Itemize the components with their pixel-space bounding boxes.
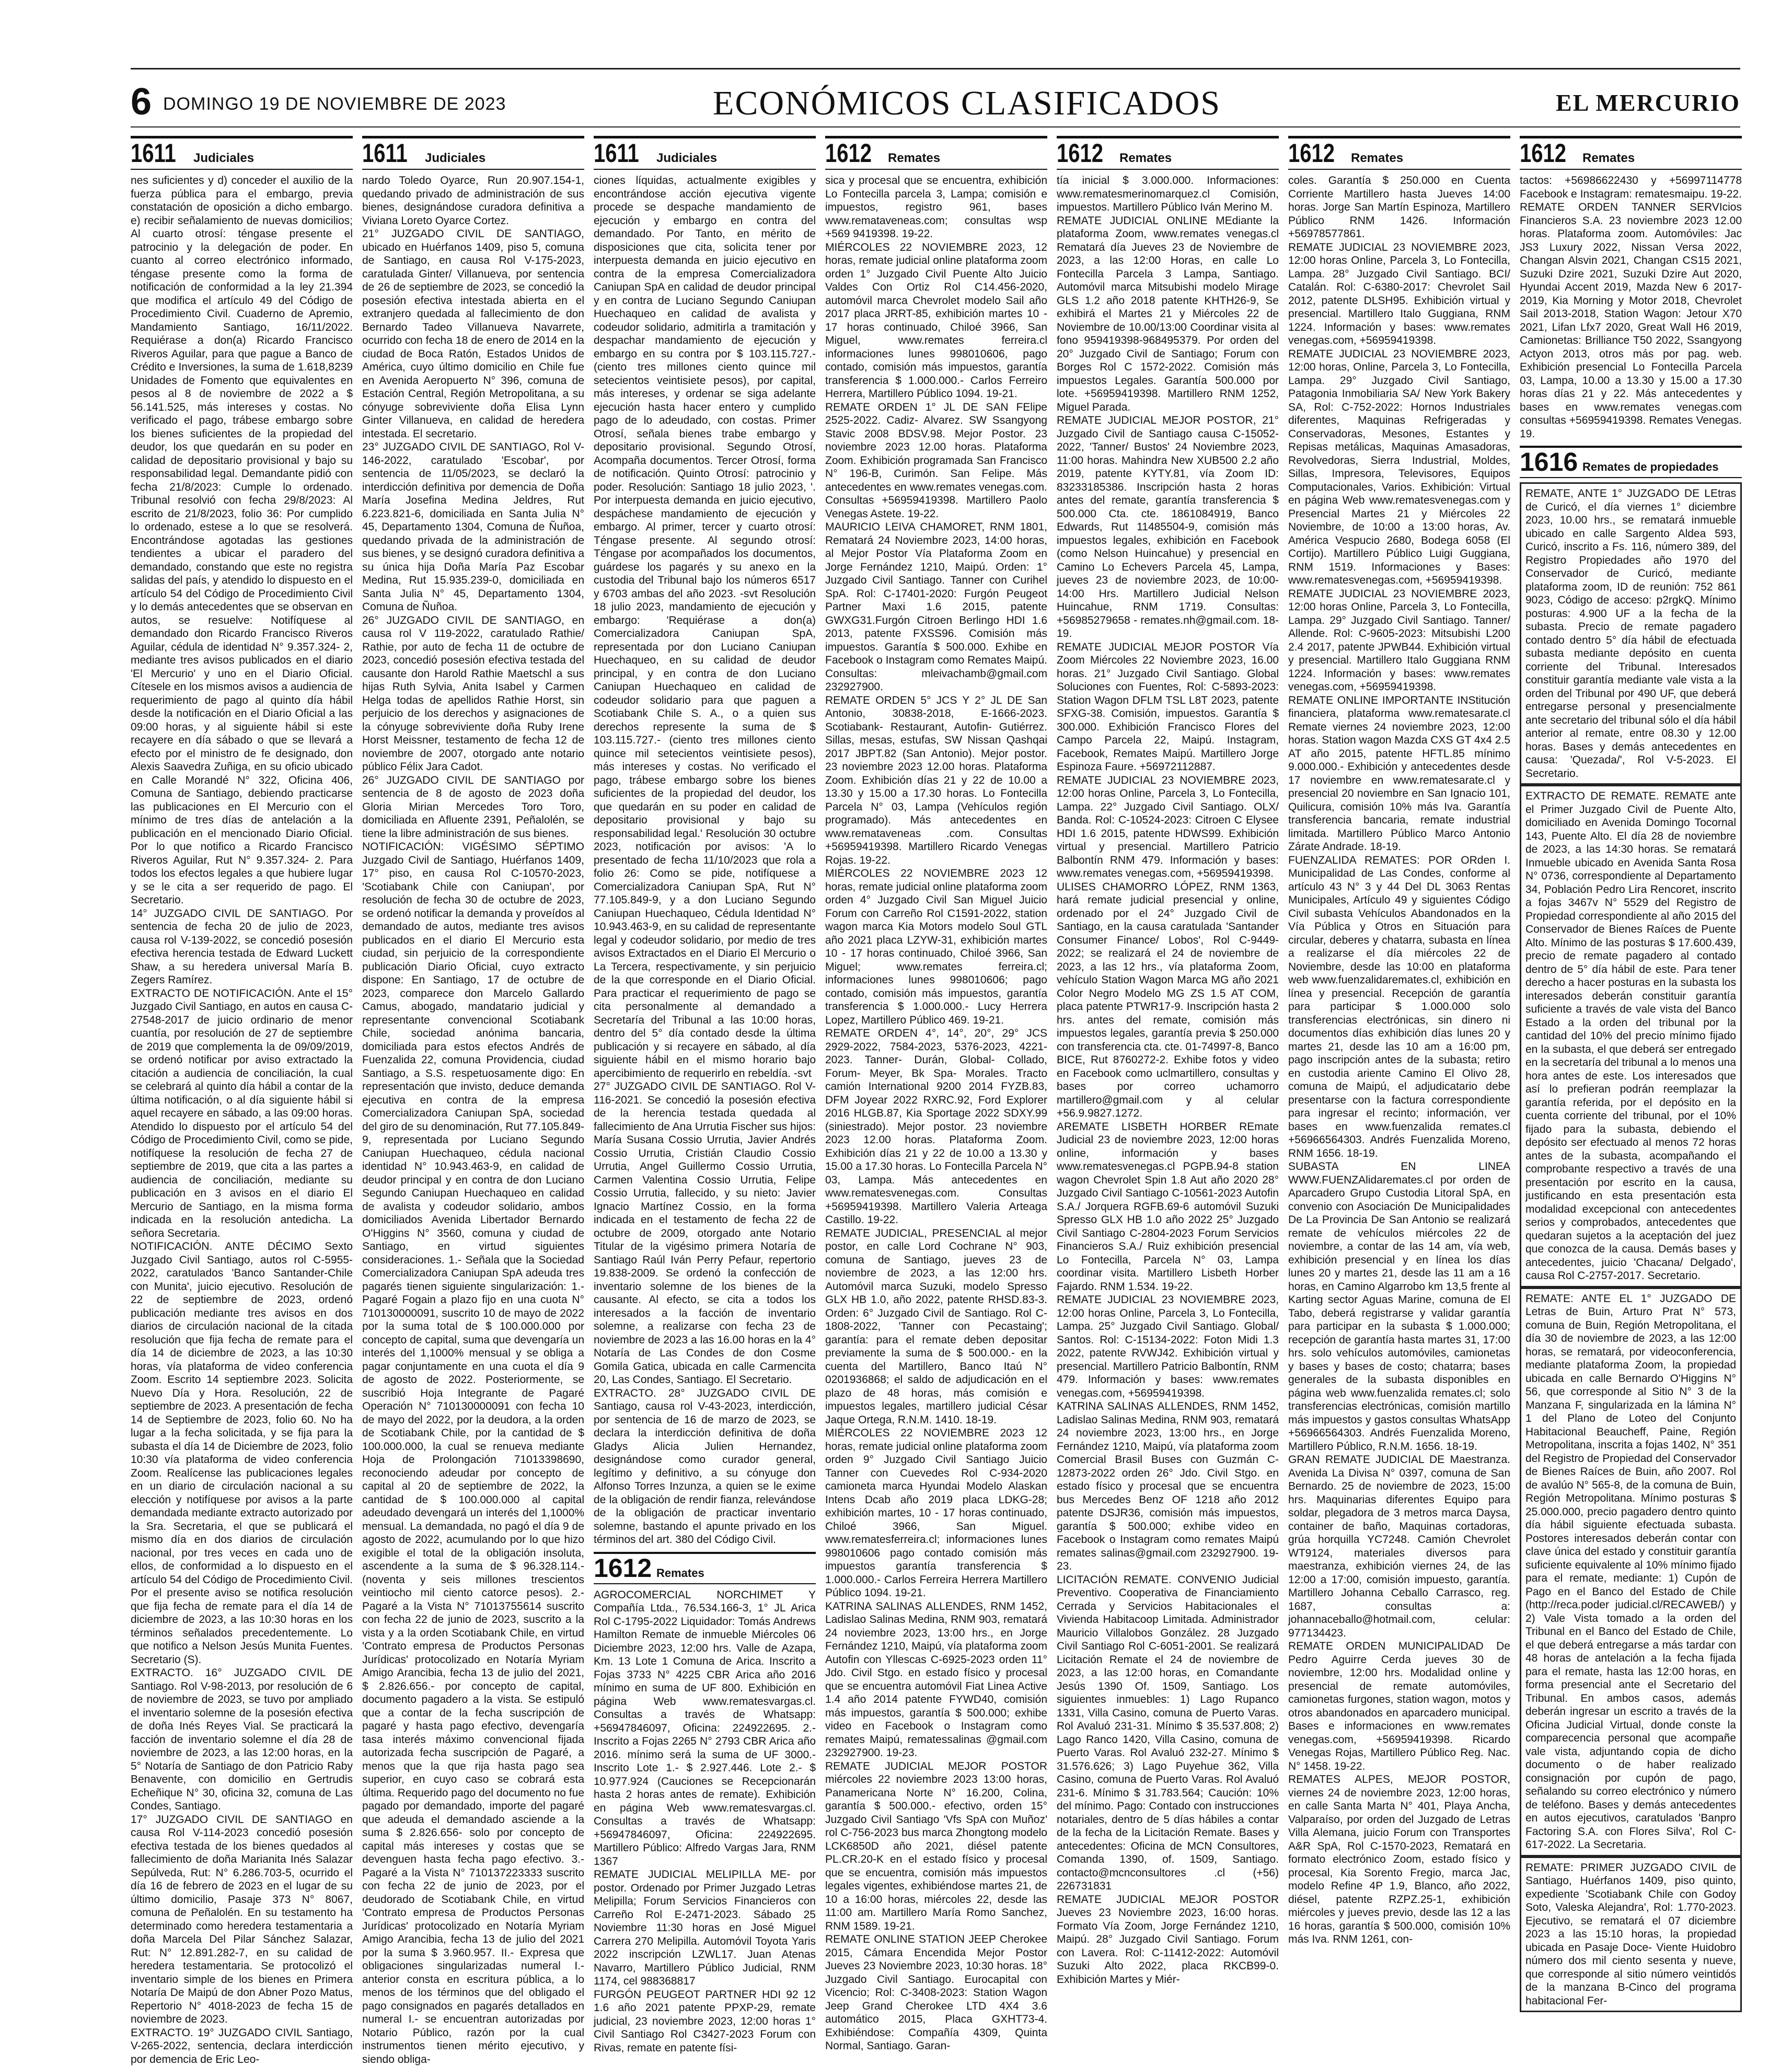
classified-ad: FUENZALIDA REMATES: POR ORden I. Municipalidad de Las Condes, conforme al artículo 43 N° 3 y 44 Del DL 3063 Rentas Municipales, Artículo 49 y siguientes Código Civil subasta Vehículos Abandonados en la Vía Pública y Otros en Situación para circular, deberes y chatarra, subasta en línea a realizarse el día miércoles 22 de Noviembre, desde las 10:00 en plataforma web www.fuenzalidaremates.cl, exhibición en línea y presencial. Recepción de garantía para participar $ 1.000.000 solo transferencias electrónicas, sin dinero ni documentos días exhibición días lunes 20 y martes 21, desde las 10 am a 16:00 pm, pago inscripción antes de la subasta; retiro en custodia ariente Camino El Olivo 28, comuna de Maipú, el adjudicatario debe presentarse con la factura correspondiente para ingresar el recinto; información, ver bases en www.fuenzalida remates.cl +56966564303. Andrés Fuenzalida Moreno, RNM 1656. 18-19. xyxy=(1288,854,1510,1160)
classified-ad: MIÉRCOLES 22 NOVIEMBRE 2023 12 horas, remate judicial online plataforma zoom orden 4° Juzgado Civil San Miguel Juicio Forum con Carreño Rol C1591-2022, station wagon marca Kia Motors modelo Soul GTL año 2021 placa LZYW-31, exhibición martes 10 - 17 horas continuado, Chiloé 3966, San Miguel; www.remates ferreira.cl; informaciones lunes 998010606; pago contado, comisión más impuestos, garantía transferencia $ 1.000.000.- Lucy Herrera Lopez, Martillero Público 469. 19-21. xyxy=(825,867,1047,1027)
inline-section-header xyxy=(594,1552,816,1584)
classified-ad: sica y procesal que se encuentra, exhibición Lo Fontecilla parcela 3, Lampa; comisión e impuestos, registro 961, bases www.remataveneas.com; consultas wsp +569 9419398. 19-22. xyxy=(825,174,1047,241)
section-label: Judiciales xyxy=(656,151,717,166)
classified-ad: EXTRACTO. 16° JUZGADO CIVIL DE Santiago. Rol V-98-2013, por resolución de 6 de noviembre de 2023, se tuvo por ampliado el inventario solemne de la posesión efectiva de doña Inés Reyes Vial. Se practicará la facción de inventario solemne el día 28 de noviembre de 2023, a las 12:00 horas, en la 5° Notaría de Santiago de don Patricio Raby Benavente, con domicilio en Gertrudis Echeñique N° 30, oficina 32, comuna de Las Condes, Santiago. xyxy=(131,1666,353,1813)
classified-ad: REMATE ORDEN 4°, 14°, 20°, 29° JCS 2929-2022, 7584-2023, 5376-2023, 4221-2023. Tanner- Durán, Global- Collado, Forum- Meyer, Bk Spa- Morales. Tracto camión International 9200 2014 FYZB.83, DFM Joyear 2022 RXRC.92, Ford Explorer 2016 HLGB.87, Kia Sportage 2022 SDXY.99 (siniestrado). Mejor postor. 23 noviembre 2023 12.00 horas. Plataforma Zoom. Exhibición días 21 y 22 de 10.00 a 13.30 y 15.00 a 17.30 horas. Lo Fontecilla Parcela N° 03, Lampa. Más antecedentes en www.rematesvenegas.com. Consultas +56959419398. Martillero Valeria Arteaga Castillo. 19-22. xyxy=(825,1027,1047,1227)
classified-ad: 21° JUZGADO CIVIL DE SANTIAGO, ubicado en Huérfanos 1409, piso 5, comuna de Santiago, en causa Rol V-175-2023, caratulada Ginter/ Villanueva, por sentencia de 26 de septiembre de 2023, se concedió la posesión efectiva intestada abierta en el extranjero quedada al fallecimiento de don Bernardo Tadeo Villanueva Navarrete, ocurrido con fecha 18 de enero de 2014 en la ciudad de Boca Ratón, Estados Unidos de América, cuyo último domicilio en Chile fue en Avenida Aeropuerto N° 396, comuna de Estación Central, Región Metropolitana, a su cónyuge sobreviviente doña Elisa Lynn Ginter Villanueva, en calidad de heredera intestada. El secretario. xyxy=(362,227,584,440)
classified-ad: REMATE, ANTE 1° JUZGADO DE LEtras de Curicó, el día viernes 1° diciembre 2023, 10.00 hrs., se rematará inmueble ubicado en calle Sargento Aldea 593, Curicó, inscrito a Fs. 116, número 389, del Registro Propiedades año 1970 del Conservador de Curicó, mediante plataforma zoom, ID de reunión: 752 861 9023, Código de acceso: p2rgkQ. Mínimo posturas: 4.900 UF a la fecha de la subasta. Precio de remate pagadero contado dentro 5° día hábil de efectuada subasta mediante depósito en cuenta corriente del Tribunal. Interesados constituir garantía mediante vale vista a la orden del Tribunal por 490 UF, que deberá entregarse personal y presencialmente ante secretario del tribunal sólo el día hábil anterior al remate, entre 08.30 y 12.00 horas. Bases y demás antecedentes en causa: 'Quezada/', Rol V-5-2023. El Secretario. xyxy=(1520,482,1742,785)
classified-ad: REMATE JUDICIAL ONLINE MEdiante la plataforma Zoom, www.remates venegas.cl Rematará día Jueves 23 de Noviembre de 2023, a las 12:00 Horas, en calle Lo Fontecilla Parcela 3 Lampa, Santiago. Automóvil marca Mitsubishi modelo Mirage GLS 1.2 año 2018 patente KHTH26-9, Se exhibirá el Martes 21 y Miércoles 22 de Noviembre de 10.00/13:00 Coordinar visita al fono 959419398-968495379. Por orden del 20° Juzgado Civil de Santiago; Forum con Borges Rol C 1572-2022. Comisión más impuestos Legales. Garantía 500.000 por lote. +56959419398. Martillero RNM 1252, Miguel Parada. xyxy=(1057,214,1279,414)
classified-ad: tactos: +56986622430 y +56997114778 Facebook e Instagram: rematesmaipu. 19-22. xyxy=(1520,174,1742,201)
classified-ad: EXTRACTO. 28° JUZGADO CIVIL DE Santiago, causa rol V-43-2023, interdicción, por sentencia de 16 de marzo de 2023, se declara la interdicción definitiva de doña Gladys Alicia Julien Hernandez, designándose como curador general, legítimo y definitivo, a su cónyuge don Alfonso Torres Inzunza, a quien se le exime de la obligación de rendir fianza, relevándose de la obligación de practicar inventario solemne, bastando el apunte privado en los términos del art. 380 del Código Civil. xyxy=(594,1387,816,1547)
classified-ad: LICITACIÓN REMATE. CONVENIO Judicial Preventivo. Cooperativa de Financiamiento Cerrada y Servicios Habitacionales el Vivienda Habitacoop Limitada. Administrador Mauricio Villalobos González. 28 Juzgado Civil Santiago Rol C-6051-2001. Se realizará Licitación Remate el 24 de noviembre de 2023, a las 12:00 horas, en Comandante Jesús 1390 Of. 1509, Santiago. Los siguientes inmuebles: 1) Lago Rupanco 1331, Villa Casino, comuna de Puerto Varas. Rol Avaluó 231-31. Mínimo $ 35.537.808; 2) Lago Ranco 1420, Villa Casino, comuna de Puerto Varas. Rol Avaluó 232-27. Mínimo $ 31.576.626; 3) Lago Puyehue 362, Villa Casino, comuna de Puerto Varas. Rol Avaluó 231-6. Mínimo $ 31.783.564; Caución: 10% del mínimo. Pago: Contado con instrucciones notariales, dentro de 5 días hábiles a contar de la fecha de la Licitación Remate. Bases y antecedentes: Oficina de MCN Consultores, Comanda 1390, of. 1509, Santiago. contacto@mcnconsultores .cl (+56) 226731831 xyxy=(1057,1573,1279,1893)
column-7 xyxy=(1520,136,1742,1897)
section-label: Remates xyxy=(888,151,940,166)
column-header xyxy=(131,136,353,170)
section-code: 1616 xyxy=(1520,448,1577,476)
classified-ad: GRAN REMATE JUDICIAL DE Maestranza. Avenida La Divisa N° 0397, comuna de San Bernardo. 25 de noviembre de 2023, 15:00 hrs. Maquinarias diferentes Equipo para soldar, plegadora de 3 metros marca Daysa, container de baño, Maquinas cortadoras, grúa horquilla YC7248. Camión Chevrolet WT9124, materiales diversos para maestranza, exhibición viernes 24, de las 12:00 a 17:00, comisión impuesto, garantía. Martillero Johanna Ceballo Carrasco, reg. 1687, consultas a: johannaceballo@hotmail.com, celular: 977134423. xyxy=(1288,1453,1510,1640)
section-code: 1612 xyxy=(1288,138,1334,168)
column-4 xyxy=(825,136,1047,1897)
classified-ad: REMATE JUDICIAL MEJOR POSTOR, 21° Juzgado Civil de Santiago causa C-15052-2022, 'Tanner/ Bustos' 24 Noviembre 2023, 11:00 horas. Mahindra New XUB500 2.2 año 2019, patente KYTY.81, vía Zoom ID: 83233185386. Inscripción hasta 2 horas antes del remate, garantía transferencia $ 500.000 Cta. cte. 1861084919, Banco Edwards, Rut 11485504-9, comisión más impuestos legales, exhibición en Facebook (como Nelson Huincahue) y presencial en Camino Lo Echevers Parcela 45, Lampa, jueves 23 de noviembre 2023, de 10:00- 14:00 Hrs. Martillero Judicial Nelson Huincahue, RNM 1719. Consultas: +56985279658 - remates.nh@gmail.com. 18-19. xyxy=(1057,414,1279,641)
section-code: 1611 xyxy=(594,138,640,168)
classified-ad: REMATE JUDICIAL 23 NOVIEMBRE 2023, 12:00 horas, Online, Parcela 3, Lo Fontecilla, Lampa. 29° Juzgado Civil Santiago, Patagonia Inmobiliaria SA/ New York Bakery SA, Rol: C-752-2022: Hornos Industriales diferentes, Maquinas Refrigeradas y Conservadoras, Mesones, Estantes y Repisas metálicas, Maquinas Amasadoras, Revolvedoras, Sierra Industrial, Moldes, Sillas, Impresora, Televisores, Equipos Computacionales, Varios. Exhibición: Virtual en página Web www.rematesvenegas.com y Presencial Martes 21 y Miércoles 22 Noviembre, de 10:00 a 13:00 horas, Av. América Vespucio 2680, Bodega 6058 (El Cortijo). Martillero Público Luigi Guggiana, RNM 1519. Informaciones y Bases: www.rematesvenegas.com, +56959419398. xyxy=(1288,347,1510,587)
section-code: 1612 xyxy=(1520,138,1566,168)
classified-ad: REMATE ORDEN MUNICIPALIDAD De Pedro Aguirre Cerda jueves 30 de noviembre, 12:00 hrs. Modalidad online y presencial de remate automóviles, camionetas furgones, station wagon, motos y otros abandonados en aparcadero municipal. Bases e informaciones en www.remates venegas.com, +56959419398. Ricardo Venegas Rojas, Martillero Público Reg. Nac. N° 1458. 19-22. xyxy=(1288,1640,1510,1773)
classified-ad: REMATE JUDICIAL 23 NOVIEMBRE 2023, 12:00 horas Online, Parcela 3, Lo Fontecilla, Lampa. 25° Juzgado Civil Santiago. Global/ Santos. Rol: C-15134-2022: Foton Midi 1.3 2022, patente RVWJ42. Exhibición virtual y presencial. Martillero Patricio Balbontín, RNM 479. Información y bases: www.remates venegas.com, +56959419398. xyxy=(1057,1293,1279,1400)
newspaper-masthead: EL MERCURIO xyxy=(1556,89,1740,117)
classified-ad: 26° JUZGADO CIVIL DE SANTIAGO por sentencia de 8 de agosto de 2023 doña Gloria Mirian Mercedes Toro Toro, domiciliada en Afluente 2391, Peñalolén, se tiene la libre administración de sus bienes. xyxy=(362,774,584,841)
classified-ad: SUBASTA EN LINEA WWW.FUENZAlidaremates.cl por orden de Aparcadero Grupo Custodia Litoral SpA, en convenio con Asociación De Municipalidades De La Provincia De San Antonio se realizará remate de vehículos miércoles 22 de noviembre, a contar de las 14 am, vía web, exhibición presencial y en línea los días lunes 20 y martes 21, desde las 11 am a 16 horas, en Camino Algarrobo km 13,5 frente al Karting sector Aguas Marine, comuna de El Tabo, deberá registrarse y validar garantía para participar en la subasta $ 1.000.000; recepción de garantía hasta martes 31, 17:00 hrs. solo vehículos automóviles, camionetas y bases y bases de costo; chatarra; bases generales de la subasta disponibles en página web www.fuenzalida remates.cl; solo transferencias electrónicas, comisión martillo más impuestos y gastos consultas WhatsApp +56966564303. Andrés Fuenzalida Moreno, Martillero Público, R.N.M. 1656. 18-19. xyxy=(1288,1160,1510,1453)
classified-ad: REMATE ONLINE STATION JEEP Cherokee 2015, Cámara Encendida Mejor Postor Jueves 23 Noviembre 2023, 10:30 horas. 18° Juzgado Civil Santiago. Eurocapital con Vicencio; Rol: C-3408-2023: Station Wagon Jeep Grand Cherokee LTD 4X4 3.6 automático 2015, Placa GXHT73-4. Exhibiéndose: Compañía 4309, Quinta Normal, Santiago. Garan- xyxy=(825,1933,1047,2053)
dateline: DOMINGO 19 DE NOVIEMBRE DE 2023 xyxy=(163,94,506,114)
classified-ad: ULISES CHAMORRO LÓPEZ, RNM 1363, hará remate judicial presencial y online, ordenado por el 24° Juzgado Civil de Santiago, en la causa caratulada 'Santander Consumer Finance/ Lobos', Rol C-9449-2022; se realizará el 24 de noviembre de 2023, a las 12 hrs., vía plataforma Zoom, vehículo Station Wagon Marca MG año 2021 Color Negro Modelo MG ZS 1.5 AT COM, placa patente PTWR17-9. Inscripción hasta 2 hrs. antes del remate, comisión más impuestos legales, garantía previa $ 250.000 con transferencia cta. cte. 01-74997-8, Banco BICE, Rut 8760272-2. Exhibe fotos y video en Facebook como uclmartillero, consultas y bases por correo uchamorro martillero@gmail.com y al celular +56.9.9827.1272. xyxy=(1057,880,1279,1120)
classified-ad: NOTIFICACIÓN: VIGÉSIMO SÉPTIMO Juzgado Civil de Santiago, Huérfanos 1409, 17° piso, en causa Rol C-10570-2023, 'Scotiabank Chile con Caniupan', por resolución de fecha 30 de octubre de 2023, se ordenó notificar la demanda y proveídos al demandado de autos, mediante tres avisos publicados en el diario El Mercurio esta ciudad, sin perjuicio de la correspondiente publicación Diario Oficial, cuyo extracto dispone: En Santiago, 17 de octubre de 2023, comparece don Marcelo Gallardo Camus, abogado, mandatario judicial y representante convencional Scotiabank Chile, sociedad anónima bancaria, domiciliada para estos efectos Andrés de Fuenzalida 22, comuna Providencia, ciudad Santiago, a S.S. respetuosamente digo: En representación que invisto, deduce demanda ejecutiva en contra de la empresa Comercializadora Caniupan SpA, sociedad del giro de su denominación, Rut 77.105.849-9, representada por Luciano Segundo Caniupan Huechaqueo, cédula nacional identidad N° 10.943.463-9, en calidad de deudor principal y en contra de don Luciano Segundo Caniupan Huechaqueo en calidad de avalista y codeudor solidario, ambos domiciliados Avenida Libertador Bernardo O'Higgins N° 3560, comuna y ciudad de Santiago, en virtud siguientes consideraciones. 1.- Señala que la Sociedad Comercializadora Caniupan SpA adeuda tres pagarés tienen siguiente singularización: 1.- Pagaré Fogain a plazo fijo en una cuota N° 710130000091, suscrito 10 de mayo de 2022 por la suma total de $ 100.000.000 por concepto de capital, suma que devengaría un interés del 1,1000% mensual y se obliga a pagar conjuntamente en una cuota el día 9 de agosto de 2022. Posteriormente, se suscribió Hoja Integrante de Pagaré Operación N° 710130000091 con fecha 10 de mayo del 2022, por la deudora, a la orden de Scotiabank Chile, por la cantidad de $ 100.000.000, la cual se renueva mediante Hoja de Prolongación 71013398690, reconociendo adeudar por concepto de capital al 20 de septiembre de 2022, la cantidad de $ 100.000.000 al capital adeudado devengará un interés del 1,1000% mensual. La demandada, no pagó el día 9 de agosto de 2022, acumulando por lo que hizo exigible el total de la obligación insoluta, ascendente a la suma de $ 96.328.114.- (noventa y seis millones trescientos veintiocho mil ciento catorce pesos). 2.- Pagaré a la Vista N° 71013755614 suscrito con fecha 22 de junio de 2023, suscrito a la vista y a la orden Scotiabank Chile, en virtud 'Contrato empresa de Productos Personas Jurídicas' protocolizado en Notaría Myriam Amigo Arancibia, fecha 13 de julio del 2021, $ 2.826.656.- por concepto de capital, documento pagadero a la vista. Se estipuló que a contar de la fecha suscripción de pagaré y hasta pago efectivo, devengaría tasa interés máximo convencional fijada autorizada fecha suscripción de Pagaré, a menos que la que rija hasta pago sea superior, en cuyo caso se cobrará esta última. Requerido pago del documento no fue pagado por demandado, importe del pagaré que adeuda el demandado asciende a la suma $ 2.826.656- solo por concepto de capital más intereses y costas que se devenguen hasta fecha pago efectivo. 3.- Pagaré a la Vista N° 710137223333 suscrito con fecha 22 de junio de 2023, por el deudorado de Scotiabank Chile, en virtud 'Contrato empresa de Productos Personas Jurídicas' protocolizado en Notaría Myriam Amigo Arancibia, fecha 13 de julio del 2021 por la suma $ 3.960.957. II.- Expresa que obligaciones singularizadas numeral I.- anterior consta en escritura pública, a lo menos de los términos que del obligado el pago consignados en pagarés detallados en numeral I.- se encuentran autorizadas por Notario Público, razón por la cual instrumentos tienen mérito ejecutivo, y siendo obliga- xyxy=(362,840,584,2066)
section-label: Remates xyxy=(1351,151,1403,166)
classified-ad: MAURICIO LEIVA CHAMORET, RNM 1801, Rematará 24 Noviembre 2023, 14:00 horas, al Mejor Postor Vía Plataforma Zoom en Jorge Fernández 1210, Maipú. Orden: 1° Juzgado Civil Santiago. Tanner con Curihel SpA. Rol: C-17401-2020: Furgón Peugeot Partner Maxi 1.6 2015, patente GWXG31.Furgón Citroen Berlingo HDI 1.6 2013, patente FXSS96. Comisión más impuestos. Garantía $ 500.000. Exhibe en Facebook o Instagram como Remates Maipú. Consultas: mleivachamb@gmail.com 232927900. xyxy=(825,520,1047,694)
classified-ad: tía inicial $ 3.000.000. Informaciones: www.rematesmerinomarquez.cl Comisión, impuestos. Martillero Público Iván Merino M. xyxy=(1057,174,1279,214)
column-text xyxy=(131,174,353,2066)
header-rule xyxy=(131,126,1740,127)
column-3 xyxy=(594,136,816,1897)
section-code: 1611 xyxy=(131,138,177,168)
column-1 xyxy=(131,136,353,1897)
section-code: 1612 xyxy=(825,138,871,168)
classified-ad: REMATE ONLINE IMPORTANTE INStitución financiera, plataforma www.rematesarate.cl Remate viernes 24 noviembre 2023, 12:00 horas. Station wagon Mazda CXS GT 4x4 2.5 AT año 2015, patente HFTL.85 mínimo 9.000.000.- Exhibición y antecedentes desde 17 noviembre en www.rematesarate.cl y presencial 20 noviembre en San Ignacio 101, Quilicura, comisión 10% más Iva. Garantía transferencia bancaria, remate industrial limitada. Martillero Público Marco Antonio Zárate Andrade. 18-19. xyxy=(1288,694,1510,854)
classified-ad: AREMATE LISBETH HORBER REmate Judicial 23 de noviembre 2023, 12:00 horas online, información y bases www.rematesvenegas.cl PGPB.94-8 station wagon Chevrolet Spin 1.8 Aut año 2020 28° Juzgado Civil Santiago C-10561-2023 Autofin S.A./ Jorquera RGFB.69-6 automóvil Suzuki Spresso GLX HB 1.0 año 2022 25° Juzgado Civil Santiago C-2804-2023 Forum Servicios Financieros S.A./ Ruiz exhibición presencial Lo Fontecilla, Parcela N° 03, Lampa coordinar visita. Martillero Lisbeth Horber Fajardo. RNM 1.534. 19-22. xyxy=(1057,1120,1279,1294)
classified-ad: MIÉRCOLES 22 NOVIEMBRE 2023, 12 horas, remate judicial online plataforma zoom orden 1° Juzgado Civil Puente Alto Juicio Valdes Con Ortiz Rol C14.456-2020, automóvil marca Chevrolet modelo Sail año 2017 placa JRRT-85, exhibición martes 10 - 17 horas continuado, Chiloé 3966, San Miguel, www.remates ferreira.cl informaciones lunes 998010606, pago contado, comisión más impuestos, garantía transferencia $ 1.000.000.- Carlos Ferreiro Herrera, Martillero Público 1094. 19-21. xyxy=(825,241,1047,401)
classified-ad: coles. Garantía $ 250.000 en Cuenta Corriente Martillero hasta Jueves 14:00 horas. Jorge San Martín Espinoza, Martillero Público RNM 1426. Información +56978577861. xyxy=(1288,174,1510,241)
classified-ad: 27° JUZGADO CIVIL DE SANTIAGO. Rol V-116-2021. Se concedió la posesión efectiva de la herencia testada quedada al fallecimiento de Ana Urrutia Fischer sus hijos: María Susana Cossio Urrutia, Javier Andrés Cossio Urrutia, Cristián Claudio Cossio Urrutia, Angel Guillermo Cossio Urrutia, Carmen Valentina Cossio Urrutia, Felipe Cossio Urrutia, fallecido, y su nieto: Javier Ignacio Martínez Cossio, en la forma indicada en el testamento de fecha 22 de octubre de 2009, otorgado ante Notario Titular de la vigésimo primera Notaría de Santiago Raúl Iván Perry Pefaur, repertorio 19.838-2009. Se ordenó la confección de inventario solemne de los bienes de la causante. Al efecto, se cita a todos los interesados a la facción de inventario solemne, a realizarse con fecha 23 de noviembre de 2023 a las 16.00 horas en la 4° Notaría de Las Condes de don Cosme Gomila Gatica, ubicada en calle Carmencita 20, Las Condes, Santiago. El Secretario. xyxy=(594,1080,816,1387)
classified-ad: REMATE ORDEN 1° JL DE SAN FElipe 2525-2022. Cadiz- Alvarez. SW Ssangyong Stavic 2008 BDSV.98. Mejor Postor. 23 noviembre 2023 12.00 horas. Plataforma Zoom. Exhibición programada San Francisco N° 196-B, Curimón. San Felipe. Más antecedentes en www.remates venegas.com. Consultas +56959419398. Martillero Paolo Venegas Astete. 19-22. xyxy=(825,401,1047,521)
classified-ad: nardo Toledo Oyarce, Run 20.907.154-1, quedando privado de administración de sus bienes, designándose curadora definitiva a Viviana Loreto Oyarce Cortez. xyxy=(362,174,584,227)
classified-ad: REMATE JUDICIAL 23 NOVIEMBRE 2023, 12:00 horas Online, Parcela 3, Lo Fontecilla, Lampa. 29° Juzgado Civil Santiago. Tanner/ Allende. Rol: C-9605-2023: Mitsubishi L200 2.4 2017, patente JPWB44. Exhibición virtual y presencial. Martillero Italo Guggiana RNM 1224. Información y bases: www.remates venegas.com, +56959419398. xyxy=(1288,587,1510,694)
page-header xyxy=(131,78,1740,131)
column-header xyxy=(825,136,1047,170)
column-header xyxy=(594,136,816,170)
section-title: ECONÓMICOS CLASIFICADOS xyxy=(706,84,1228,123)
classified-ad: REMATE ORDEN 5° JCS Y 2° JL DE San Antonio, 30838-2018, E-1666-2023. Scotiabank- Restaurant, Autofin- Gutiérrez. Sillas, mesas, estufas, SW Nissan Qashqai 2017 JBPT.82 (San Antonio). Mejor postor. 23 noviembre 2023 12.00 horas. Plataforma Zoom. Exhibición días 21 y 22 de 10.00 a 13.30 y 15.00 a 17.30 horas. Lo Fontecilla Parcela N° 03, Lampa (Vehículos región programado). Más antecedentes en www.remataveneas .com. Consultas +56959419398. Martillero Ricardo Venegas Rojas. 19-22. xyxy=(825,694,1047,867)
classified-ad: NOTIFICACIÓN. ANTE DÉCIMO Sexto Juzgado Civil Santiago, autos rol C-5955-2022, caratulados 'Banco Santander-Chile con Munita', juicio ejecutivo. Resolución de 22 de septiembre de 2023, ordenó publicación mediante tres avisos en dos diarios de circulación nacional de la citada resolución que fija fecha de remate para el día 14 de diciembre de 2023, a las 10:30 horas, vía plataforma de video conferencia Zoom. Escrito 14 septiembre 2023. Solicita Nuevo Día y Hora. Resolución, 22 de septiembre de 2023. A presentación de fecha 14 de Septiembre de 2023, folio 60. No ha lugar a la fecha solicitada, y se fija para la subasta el día 14 de Diciembre de 2023, folio 10:30 vía plataforma de video conferencia Zoom. Realícense las publicaciones legales en un diario de circulación nacional a su elección y notifíquese por avisos a la parte demandada mediante extracto autorizado por la Sra. Secretaria, el que se publicará el mismo día en dos diarios de circulación nacional, por tres veces en cada uno de ellos, de conformidad a lo dispuesto en el artículo 54 del Código de Procedimiento Civil. Por el presente aviso se notifica resolución que fija fecha de remate para el día 14 de diciembre de 2023, a las 10:30 horas en los términos señalados precedentemente. Lo que notifico a Nelson Jesús Munita Fuentes. Secretario (S). xyxy=(131,1240,353,1666)
column-header xyxy=(1288,136,1510,170)
section-label: Remates xyxy=(656,1567,704,1580)
classified-ad: REMATE JUDICIAL, PRESENCIAL al mejor postor, en calle Lord Cochrane N° 903, comuna de Santiago, jueves 23 de noviembre de 2023, a las 12:00 hrs. Automóvil marca Suzuki, modelo Spresso GLX HB 1.0, año 2022, patente RHSD.83-3. Orden: 6° Juzgado Civil de Santiago. Rol C-1808-2022, 'Tanner con Pecastaing'; garantía: para el remate deben depositar previamente la suma de $ 500.000.- en la cuenta del Martillero, Banco Itaú N° 0201936868; el saldo de adjudicación en el plazo de 48 horas, más comisión e impuestos legales, martillero judicial César Jaque Ortega, R.N.M. 1410. 18-19. xyxy=(825,1227,1047,1427)
classified-columns xyxy=(131,136,1740,1897)
classified-ad: REMATE JUDICIAL MEJOR POSTOR miércoles 22 noviembre 2023 13:00 horas, Panamericana Norte N° 16.200, Colina, garantía $ 500.000.- efectivo, orden 15° Juzgado Civil Santiago 'Vfs SpA con Muñoz' rol C-756-2023 bus marca Zhongtong modelo LCK6850D año 2021, diésel patente PL.CR.20-K en el estado físico y procesal que se encuentra, comisión más impuestos legales vigentes, exhibiéndose martes 21, de 10 a 16:00 horas, miércoles 22, desde las 11:00 am. Martillero María Romo Sanchez, RNM 1589. 19-21. xyxy=(825,1760,1047,1933)
section-label: Judiciales xyxy=(193,151,254,166)
classified-ad: REMATE JUDICIAL MEJOR POSTOR Jueves 23 Noviembre 2023, 16:00 horas. Formato Vía Zoom, Jorge Fernández 1210, Maipú. 28° Juzgado Civil Santiago. Forum con Lavera. Rol: C-11412-2022: Automóvil Suzuki Alto 2022, placa RKCB99-0. Exhibición Martes y Miér- xyxy=(1057,1893,1279,1987)
classified-ad: REMATE JUDICIAL 23 NOVIEMBRE 2023, 12:00 horas Online, Parcela 3, Lo Fontecilla, Lampa. 22° Juzgado Civil Santiago. OLX/ Banda. Rol: C-10524-2023: Citroen C Elysee HDI 1.6 2015, patente HDWS99. Exhibición virtual y presencial. Martillero Patricio Balbontín RNM 479. Información y bases: www.remates venegas.com, +56959419398. xyxy=(1057,774,1279,880)
section-label: Judiciales xyxy=(425,151,485,166)
section-code: 1612 xyxy=(1057,138,1103,168)
classified-ad: 14° JUZGADO CIVIL DE SANTIAGO. Por sentencia de fecha 20 de julio de 2023, causa rol V-139-2022, se concedió posesión efectiva herencia testada de Edward Luckett Shaw, a su heredera universal María B. Zegers Ramírez. xyxy=(131,907,353,987)
classified-ad: nes suficientes y d) conceder el auxilio de la fuerza pública para el embargo, previa constatación de oposición a dicho embargo. e) recibir señalamiento de nuevas domicilios; Al cuarto otrosí: téngase presente el patrocinio y la delegación de poder. En cuanto al correo electrónico informado, téngase presente como la forma de notificación de conformidad a la ley 21.394 que modifica el artículo 49 del Código de Procedimiento Civil. Cuaderno de Apremio, Mandamiento Santiago, 16/11/2022. Requiérase a don(a) Ricardo Francisco Riveros Aguilar, para que pague a Banco de Crédito e Inversiones, la suma de 1.618,8239 Unidades de Fomento que equivalentes en pesos al 8 de noviembre de 2022 a $ 56.141.525, más intereses y costas. No verificado el pago, trábese embargo sobre los bienes suficientes de la propiedad del deudor, los que quedarán en su poder en calidad de depositario provisional y bajo su responsabilidad legal. Demandante pidió con fecha 21/8/2023: Cumple lo ordenado. Tribunal resolvió con fecha 29/8/2023: Al escrito de 21/8/2023, folio 36: Por cumplido lo ordenado, estese a lo que se resolverá. Encontrándose agotadas las gestiones tendientes a ubicar el paradero del demandado, constando que este no registra salidas del país, y atendido lo dispuesto en el artículo 54 del Código de Procedimiento Civil y lo demás antecedentes que se observan en autos, se resuelve: Notifíquese al demandado don Ricardo Francisco Riveros Aguilar, cédula de identidad N° 9.357.324- 2, mediante tres avisos publicados en el diario 'El Mercurio' y uno en el Diario Oficial. Cítesele en los mismos avisos a audiencia de requerimiento de pago al quinto día hábil desde la notificación en el Diario Oficial a las 09:00 horas, y al siguiente hábil si este recayere en día sábado o que se llevará a efecto por el ministro de fe designado, don Alexis Saavedra Zuñiga, en su oficio ubicado en Calle Morandé N° 322, Oficina 406, Comuna de Santiago, debiendo practicarse las publicaciones en El Mercurio con el mínimo de tres días de antelación a la publicación en el mencionado Diario Oficial. Por lo que notifico a Ricardo Francisco Riveros Aguilar, Rut N° 9.357.324- 2. Para todos los efectos legales a que hubiere lugar y se le cita a ser requerido de pago. El Secretario. xyxy=(131,174,353,907)
classified-ad: EXTRACTO. 19° JUZGADO CIVIL Santiago, V-265-2022, sentencia, declara interdicción por demencia de Eric Leo- xyxy=(131,2026,353,2066)
top-rule xyxy=(131,68,1740,69)
section-code: 1612 xyxy=(594,1554,651,1582)
classified-ad: KATRINA SALINAS ALLENDES, RNM 1452, Ladislao Salinas Medina, RNM 903, rematará 24 noviembre 2023, 13:00 hrs., en Jorge Fernández 1210, Maipú, vía plataforma zoom Autofin con Yllescas C-6925-2023 orden 11° Jdo. Civil Stgo. en estado físico y procesal que se encuentra automóvil Fiat Linea Active 1.4 año 2014 patente FYWD40, comisión más impuestos, garantía $ 500.000; exhibe video en Facebook o Instagram como remates Maipú, rematessalinas @gmail.com 232927900. 19-23. xyxy=(825,1600,1047,1760)
column-6 xyxy=(1288,136,1510,1897)
classified-ad: EXTRACTO DE REMATE. REMATE ante el Primer Juzgado Civil de Puente Alto, domiciliado en Avenida Domingo Tocornal 143, Puente Alto. El día 28 de noviembre de 2023, a las 14:30 horas. Se rematará Inmueble ubicado en Avenida Santa Rosa N° 0736, correspondiente al Departamento 34, Población Pedro Lira Rencoret, inscrito a fojas 3467v N° 5529 del Registro de Propiedad correspondiente al año 2015 del Conservador de Bienes Raíces de Puente Alto. Mínimo de las posturas $ 17.600.439, precio de remate pagadero al contado dentro de 5° día hábil de este. Para tener derecho a hacer posturas en la subasta los interesados deberán constituir garantía suficiente a través de vale vista del Banco Estado a la orden del tribunal por la cantidad del 10% del precio mínimo fijado en la subasta, el que deberá ser entregado en la secretaría del tribunal a lo menos una hora antes de este. Los interesados que así lo prefieran podrán reemplazar la garantía referida, por el depósito en la cuenta corriente del tribunal, por el 10% fijado para la subasta, debiendo el depósito ser efectuado al menos 72 horas antes de la subasta, acompañando el comprobante respectivo a través de una presentación por escrito en la causa, justificando en esta presentación esta modalidad excepcional con antecedentes serios y comprobados, antecedentes que quedaran sujetos a la aceptación del juez que conozca de la causa. Demás bases y antecedentes, juicio 'Chacana/ Delgado', causa Rol C-2757-2017. Secretario. xyxy=(1520,785,1742,1287)
newspaper-page xyxy=(131,68,1740,1897)
column-text xyxy=(1288,174,1510,1946)
classified-ad: 26° JUZGADO CIVIL DE SANTIAGO, en causa rol V 119-2022, caratulado Rathie/ Rathie, por auto de fecha 11 de octubre de 2023, concedió posesión efectiva testada del causante don Harold Rathie Maetschl a sus hijas Ruth Sylvia, Anita Isabel y Carmen Helga todas de apellidos Rathie Horst, sin perjuicio de los derechos y asignaciones de la cónyuge sobreviviente doña Ruby Irene Horst Meissner, testamento de fecha 12 de noviembre de 2007, otorgado ante notario público Félix Jara Cadot. xyxy=(362,614,584,774)
column-header xyxy=(1057,136,1279,170)
column-header xyxy=(1520,136,1742,170)
column-text xyxy=(362,174,584,2066)
classified-ad: ciones líquidas, actualmente exigibles y encontrándose acción ejecutiva vigente procede se despache mandamiento de ejecución y embargo en contra del demandado. Por Tanto, en mérito de disposiciones que cita, solicita tener por interpuesta demanda en juicio ejecutivo en contra de la empresa Comercializadora Caniupan SpA en calidad de deudor principal y en contra de Luciano Segundo Caniupan Huechaqueo en calidad de avalista y codeudor solidario, admitirla a tramitación y despachar mandamiento de ejecución y embargo en su contra por $ 103.115.727.- (ciento tres millones ciento quince mil setecientos veintisiete pesos), por capital, más intereses, y ordenar se siga adelante ejecución hasta hacer entero y cumplido pago de lo adeudado, con costas. Primer Otrosí, señala bienes trabe embargo y depositario provisional. Segundo Otrosí, Acompaña documentos. Tercer Otrosí, forma de notificación. Quinto Otrosí: patrocinio y poder. Resolución: Santiago 18 julio 2023, '. Por interpuesta demanda en juicio ejecutivo, despáchese mandamiento de ejecución y embargo. Al primer, tercer y cuarto otrosí: Téngase presente. Al segundo otrosí: Téngase por acompañados los documentos, guárdese los pagarés y su anexo en la custodia del Tribunal bajo los números 6517 y 6703 ambas del año 2023. -svt Resolución 18 julio 2023, mandamiento de ejecución y embargo: 'Requiérase a don(a) Comercializadora Caniupan SpA, representada por don Luciano Caniupan Huechaqueo, en su calidad de deudor principal, y en contra de don Luciano Caniupan Huechaqueo en calidad de codeudor solidario para que paguen a Scotiabank Chile S. A., o a quien sus derechos represente la suma de $ 103.115.727.- (ciento tres millones ciento quince mil setecientos veintisiete pesos), más intereses y costas. No verificado el pago, trábese embargo sobre los bienes suficientes de la propiedad del deudor, los que quedarán en su poder en calidad de depositario provisional y bajo su responsabilidad legal.' Resolución 30 octubre 2023, notificación por avisos: 'A lo presentado de fecha 11/10/2023 que rola a folio 26: Como se pide, notifíquese a Comercializadora Caniupan SpA, Rut N° 77.105.849-9, y a don Luciano Segundo Caniupan Huechaqueo, Cédula Identidad N° 10.943.463-9, en su calidad de representante legal y codeudor solidario, por medio de tres avisos Extractados en el Diario El Mercurio o La Tercera, respectivamente, y sin perjuicio de la que corresponde en el Diario Oficial. Para practicar el requerimiento de pago se cita personalmente al demandado a Secretaría del Tribunal a las 10:00 horas, dentro del 5° día contado desde la última publicación y si recayere en sábado, al día siguiente hábil en el mismo horario bajo apercibimiento de requerirlo en rebeldía. -svt xyxy=(594,174,816,1080)
section-label: Remates xyxy=(1119,151,1172,166)
column-header xyxy=(362,136,584,170)
section-code: 1611 xyxy=(362,138,408,168)
classified-ad: REMATE: ANTE EL 1° JUZGADO DE Letras de Buin, Arturo Prat N° 573, comuna de Buin, Región Metropolitana, el día 30 de noviembre de 2023, a las 12:00 horas, se rematará, por videoconferencia, mediante plataforma Zoom, la propiedad ubicada en calle Bernardo O'Higgins N° 56, que corresponde al Sitio N° 3 de la Manzana F, singularizada en la lámina N° 1 del Plano de Loteo del Conjunto Habitacional Beaucheff, Paine, Región Metropolitana, inscrita a fojas 1402, N° 351 del Registro de Propiedad del Conservador de Bienes Raíces de Buin, año 2007. Rol de avalúo N° 565-8, de la comuna de Buin, Región Metropolitana. Mínimo posturas $ 25.000.000, precio pagadero dentro quinto día hábil siguiente efectuada subasta. Postores interesados deberán contar con clave única del estado y constituir garantía suficiente equivalente al 10% mínimo fijado para el remate, mediante: 1) Cupón de Pago en el Banco del Estado de Chile (http://reca.poder judicial.cl/RECAWEB/) y 2) Vale Vista tomado a la orden del Tribunal en el Banco del Estado de Chile, el que deberá entregarse a más tardar con 48 horas de antelación a la fecha fijada para el remate, hasta las 12:00 horas, en forma presencial ante el Secretario del Tribunal. En ambos casos, además deberán ingresar un escrito a través de la Oficina Judicial Virtual, donde conste la comparecencia personal que acompañe vale vista, adjuntando copia de dicho documento o de haber realizado consignación por cupón de pago, señalando su correo electrónico y número de teléfono. Bases y demás antecedentes en autos ejecutivos, caratulados 'Banpro Factoring S.A. con Flores Silva', Rol C-617-2022. La Secretaria. xyxy=(1520,1287,1742,1856)
column-text xyxy=(1057,174,1279,1986)
classified-ad: REMATE ORDEN TANNER SERVIcios Financieros S.A. 23 noviembre 2023 12.00 horas. Plataforma zoom. Automóviles: Jac JS3 Luxury 2022, Nissan Versa 2022, Changan Alsvin 2021, Changan CS15 2021, Suzuki Dzire 2021, Suzuki Dzire Aut 2020, Hyundai Accent 2019, Mazda New 6 2017-2019, Kia Morning y Motor 2018, Chevrolet Sail 2013-2018, Station Wagon: Jetour X70 2021, Lifan Lfx7 2020, Great Wall H6 2019, Camionetas: Brilliance T50 2022, Ssangyong Actyon 2013, otros más por pag. web. Exhibición presencial Lo Fontecilla Parcela 03, Lampa, 10.00 a 13.30 y 15.00 a 17.30 horas días 21 y 22. Más antecedentes y bases en www.remates venegas.com consultas +56959419398. Remates Venegas. 19. xyxy=(1520,201,1742,440)
classified-ad: REMATE: PRIMER JUZGADO CIVIL de Santiago, Huérfanos 1409, piso quinto, expediente 'Scotiabank Chile con Godoy Soto, Valeska Alejandra', Rol: 1.770-2023. Ejecutivo, se rematará el 07 diciembre 2023 a las 15:10 horas, la propiedad ubicada en Pasaje Doce- Viente Huidobro número dos mil ciento sesenta y nueve, que corresponde al sitio número veintidós de la manzana B-Cinco del programa habitacional Fer- xyxy=(1520,1856,1742,2013)
inline-section-header xyxy=(1520,446,1742,478)
column-2 xyxy=(362,136,584,1897)
page-number: 6 xyxy=(131,78,152,125)
section-label: Remates de propiedades xyxy=(1582,461,1718,473)
classified-ad: AGROCOMERCIAL NORCHIMET Y Compañía Ltda., 76.534.166-3, 1° JL Arica Rol C-1795-2022 Liquidador: Tomás Andrews Hamilton Remate de inmueble Miércoles 06 Diciembre 2023, 12:00 hrs. Valle de Azapa, Km. 13 Lote 1 Comuna de Arica. Inscrito a Fojas 3733 N° 4225 CBR Arica año 2016 mínimo en suma de UF 800. Exhibición en página Web www.rematesvargas.cl. Consultas a través de Whatsapp: +56947846097, Oficina: 224922695. 2.- Inscrito a Fojas 2265 N° 2793 CBR Arica año 2016. mínimo será la suma de UF 3000.- Inscrito Lote 1.- $ 2.927.446. Lote 2.- $ 10.977.924 (Cauciones se Recepcionarán hasta 2 horas antes de remate). Exhibición en página Web www.rematesvargas.cl. Consultas a través de Whatsapp: +56947846097, Oficina: 224922695. Martillero Público: Alfredo Vargas Jara, RNM 1367 xyxy=(594,1588,816,1868)
column-text xyxy=(1520,174,1742,2012)
classified-ad: REMATE JUDICIAL MELIPILLA ME- por postor. Ordenado por Primer Juzgado Letras Melipilla; Forum Servicios Financieros con Carreño Rol E-2471-2023. Sábado 25 Noviembre 11:30 horas en José Miguel Carrera 270 Melipilla. Automóvil Toyota Yaris 2022 inscripción LZWL17. Juan Atenas Navarro, Martillero Público Judicial, RNM 1174, cel 988368817 xyxy=(594,1868,816,1988)
classified-ad: REMATE JUDICIAL 23 NOVIEMBRE 2023, 12:00 horas Online, Parcela 3, Lo Fontecilla, Lampa. 28° Juzgado Civil Santiago. BCI/ Catalán. Rol: C-6380-2017: Chevrolet Sail 2012, patente DLSH95. Exhibición virtual y presencial. Martillero Italo Guggiana, RNM 1224. Información y bases: www.remates venegas.com, +56959419398. xyxy=(1288,241,1510,347)
classified-ad: REMATE JUDICIAL MEJOR POSTOR Vía Zoom Miércoles 22 Noviembre 2023, 16.00 horas. 21° Juzgado Civil Santiago. Global Soluciones con Fuentes, Rol: C-5893-2023: Station Wagon DFLM TSL L8T 2023, patente SFXG-38. Comisión, impuestos. Garantía $ 300.000. Exhibición Francisco Flores del Campo Parcela 22, Maipú. Instagram, Facebook, Remates Maipú. Martillero Jorge Espinoza Faure. +56972112887. xyxy=(1057,641,1279,774)
classified-ad: FURGÓN PEUGEOT PARTNER HDI 92 12 1.6 año 2021 patente PPXP-29, remate judicial, 23 noviembre 2023, 12:00 horas 1° Civil Santiago Rol C3427-2023 Forum con Rivas, remate en patente físi- xyxy=(594,1988,816,2055)
classified-ad: 23° JUZGADO CIVIL DE SANTIAGO, Rol V-146-2022, caratulado 'Escobar', por sentencia de 11/05/2023, se declaró la interdicción definitiva por demencia de Doña María Josefina Medina Jeldres, Rut 6.223.821-6, domiciliada en Santa Julia N° 45, Departamento 1304, Comuna de Ñuñoa, quedando privada de la administración de sus bienes, y se designó curadora definitiva a su única hija Doña María Paz Escobar Medina, Rut 15.935.239-0, domiciliada en Santa Julia N° 45, Departamento 1304, Comuna de Ñuñoa. xyxy=(362,440,584,614)
classified-ad: KATRINA SALINAS ALLENDES, RNM 1452, Ladislao Salinas Medina, RNM 903, rematará 24 noviembre 2023, 13:00 hrs., en Jorge Fernández 1210, Maipú, vía plataforma zoom Comercial Brasil Buses con Guzmán C-12873-2022 orden 26° Jdo. Civil Stgo. en estado físico y procesal que se encuentra bus Mercedes Benz OF 1218 año 2012 patente DSJR36, comisión más impuestos, garantía $ 500.000; exhibe video en Facebook o Instagram como remates Maipú remates salinas@gmail.com 232927900. 19-23. xyxy=(1057,1400,1279,1573)
classified-ad: EXTRACTO DE NOTIFICACIÓN. Ante el 15° Juzgado Civil Santiago, en autos en causa C-27548-2017 de juicio ordinario de menor cuantía, por resolución de 27 de septiembre de 2019 que complementa la de 09/09/2019, se ordenó notificar por aviso extractado la citación a audiencia de conciliación, la cual se celebrará al quinto día hábil a contar de la última notificación, o al día siguiente hábil si aquel recayere en sábado, a las 09:00 horas. Atendido lo dispuesto por el artículo 54 del Código de Procedimiento Civil, como se pide, notifíquese la resolución de fecha 27 de septiembre de 2019, que cita a las partes a audiencia de conciliación, mediante su publicación en 3 avisos en el diario El Mercurio de Santiago, en la misma forma indicada en la resolución antedicha. La señora Secretaria. xyxy=(131,987,353,1240)
column-text xyxy=(594,174,816,2055)
classified-ad: 17° JUZGADO CIVIL DE SANTIAGO en causa Rol V-114-2023 concedió posesión efectiva testada de los bienes quedados al fallecimiento de doña Marianita Inés Salazar Sepúlveda, Rut: N° 6.286.703-5, ocurrido el día 16 de febrero de 2023 en el lugar de su último domicilio, Pasaje 373 N° 8067, comuna de Peñalolén. En su testamento ha determinado como heredera testamentaria a doña Marcela Del Pilar Sánchez Salazar, Rut: N° 12.891.282-7, en su calidad de heredera testamentaria. Se protocolizó el inventario simple de los bienes en Primera Notaría De Maipú de don Abner Pozo Matus, Repertorio N° 4018-2023 de fecha 15 de noviembre de 2023. xyxy=(131,1813,353,2026)
section-label: Remates xyxy=(1582,151,1635,166)
classified-ad: REMATES ALPES, MEJOR POSTOR, viernes 24 de noviembre 2023, 12:00 horas, en calle Santa Marta N° 401, Playa Ancha, Valparaíso, por orden del Juzgado de Letras Villa Alemana, juicio Forum con Transportes A&R SpA, Rol C-1570-2023, Rematará en formato electrónico Zoom, estado físico y procesal, Kia Sorento Fregio, marca Jac, modelo Refine 4P 1.9, Blanco, año 2022, diésel, patente RZPZ.25-1, exhibición miércoles y jueves previo, desde las 12 a las 16 horas, garantía $ 500.000, comisión 10% más Iva. RNM 1261, con- xyxy=(1288,1773,1510,1946)
column-text xyxy=(825,174,1047,2053)
column-5 xyxy=(1057,136,1279,1897)
classified-ad: MIÉRCOLES 22 NOVIEMBRE 2023 12 horas, remate judicial online plataforma zoom orden 9° Juzgado Civil Santiago Juicio Tanner con Cuevedes Rol C-934-2020 camioneta marca Hyundai Modelo Alaskan Intens Dcab año 2019 placa LDKG-28; exhibición martes, 10 - 17 horas continuado, Chiloé 3966, San Miguel. www.rematesferreira.cl; informaciones lunes 998010606 pago contado comisión más impuestos garantía transferencia $ 1.000.000.- Carlos Ferreira Herrera Martillero Público 1094. 19-21. xyxy=(825,1426,1047,1600)
